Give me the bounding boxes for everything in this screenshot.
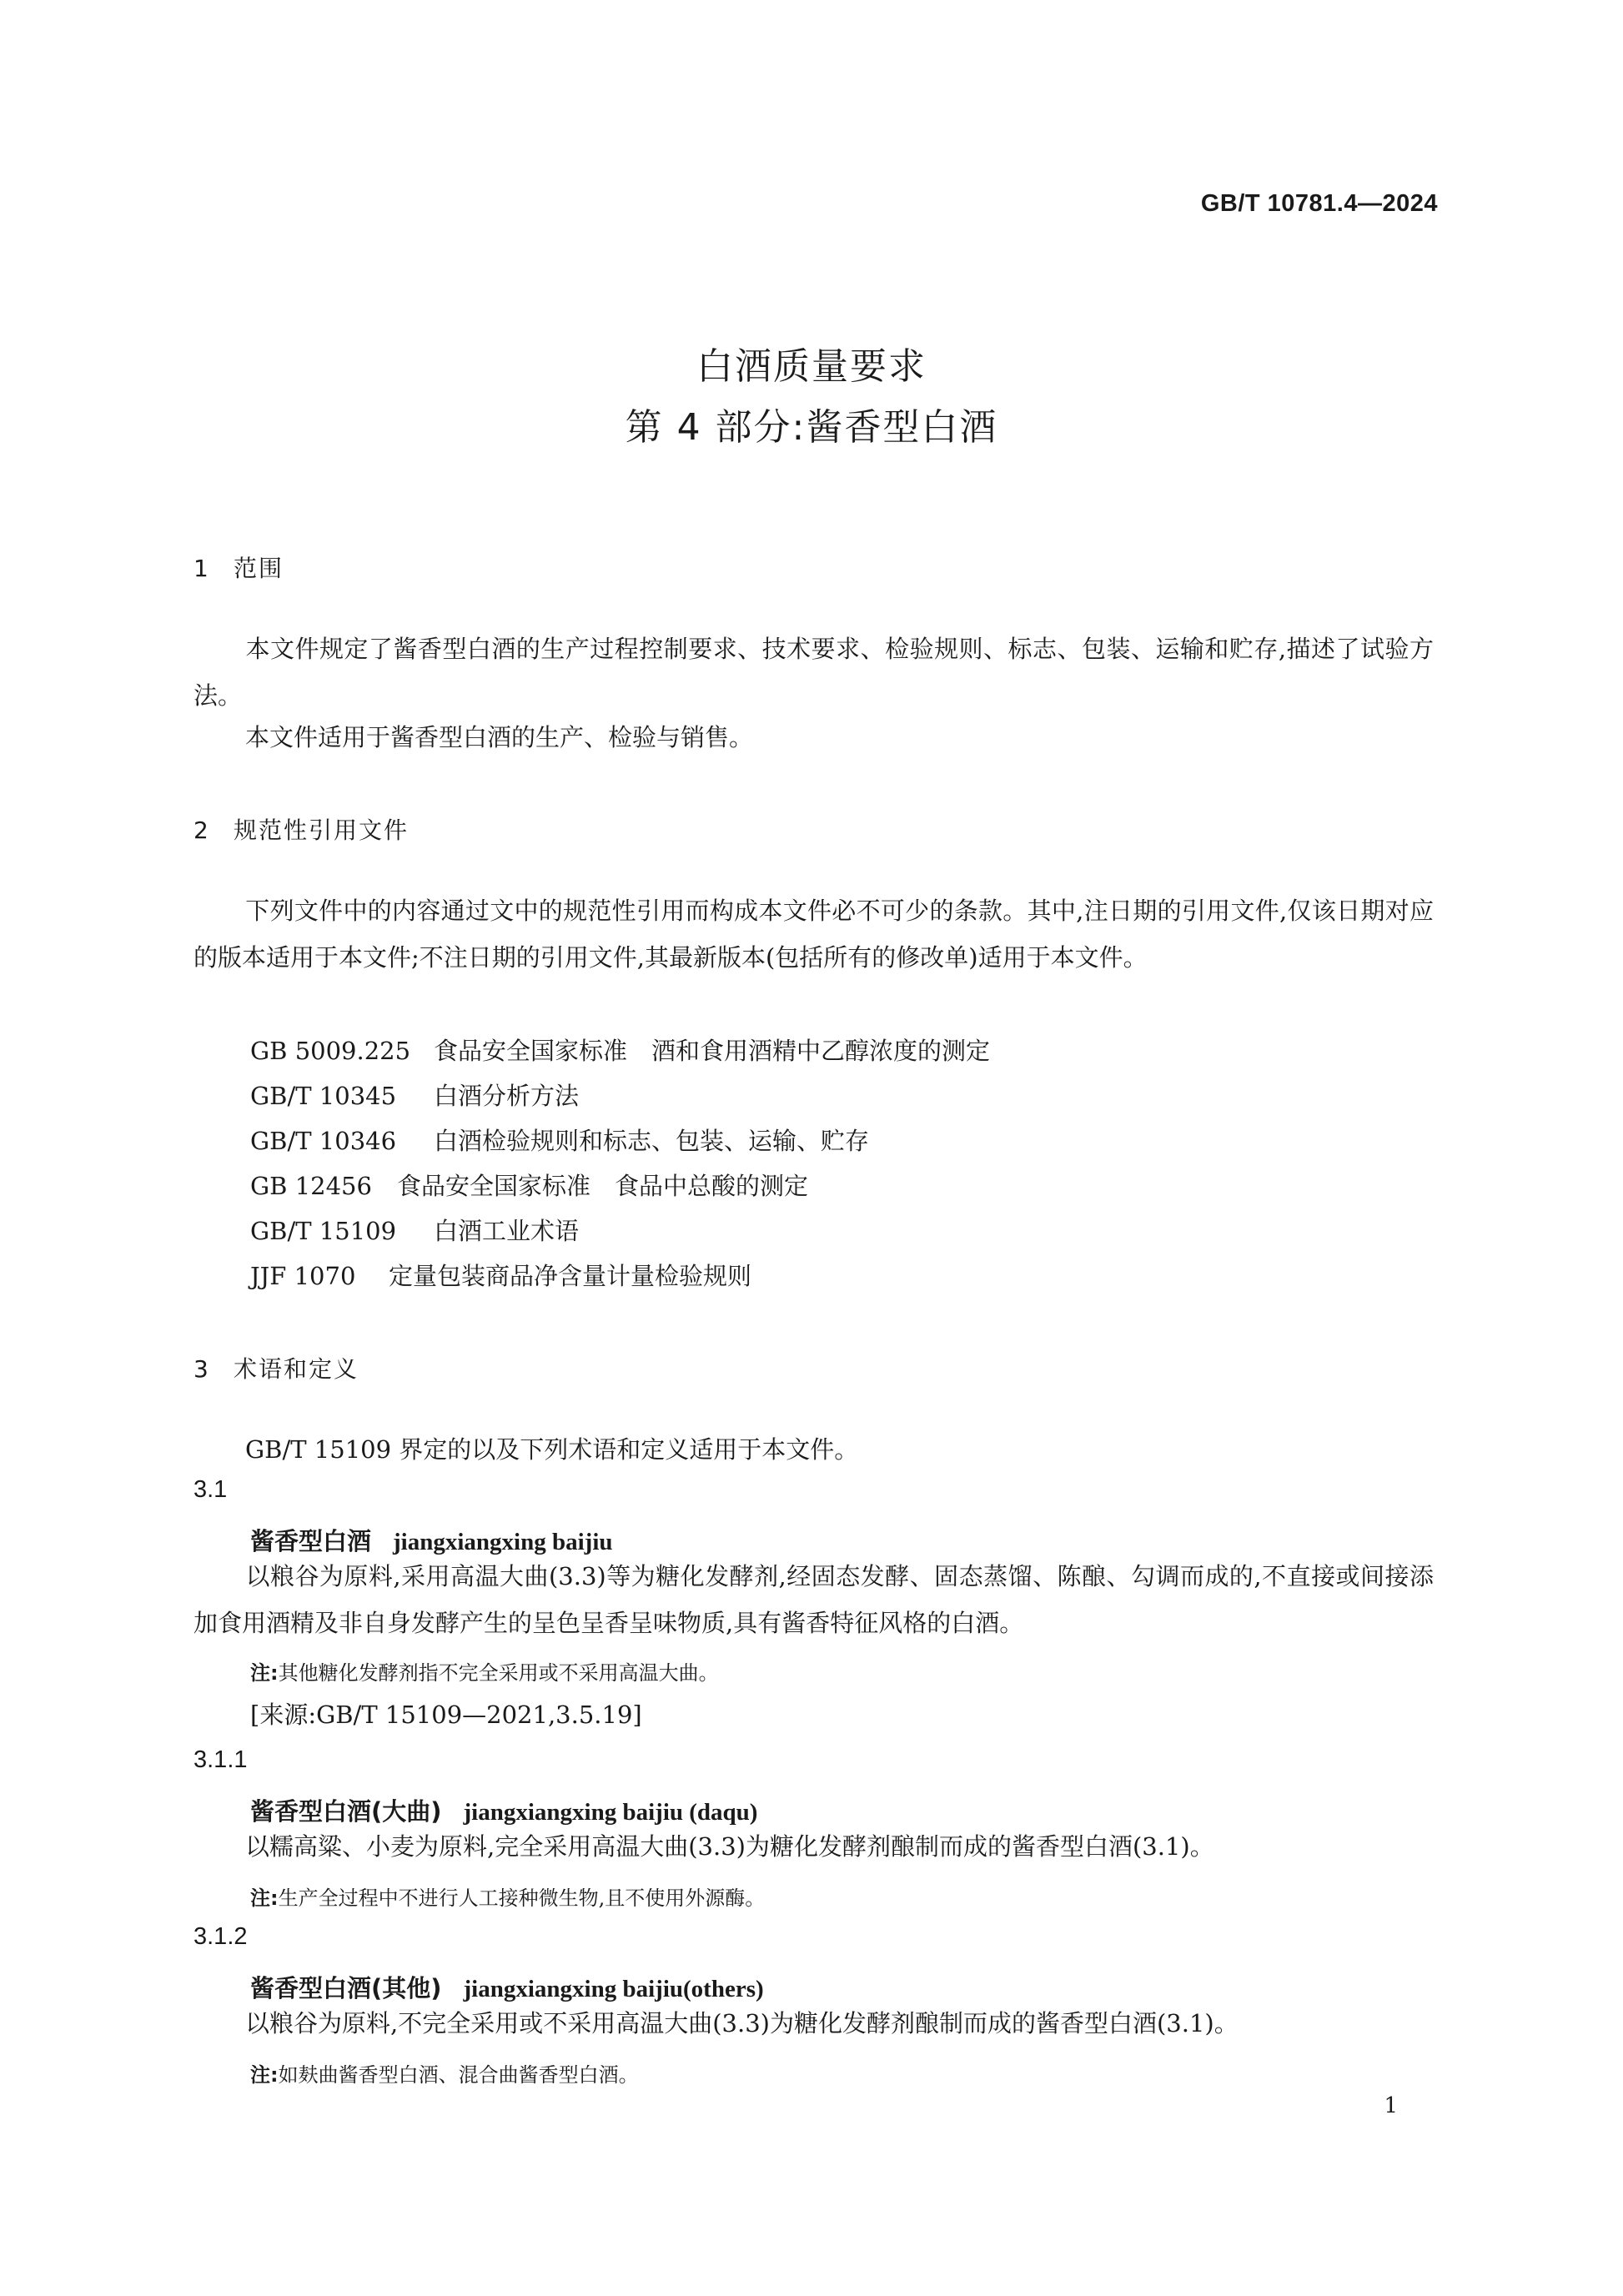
reference-item bbox=[250, 1213, 579, 1247]
section-title: 规范性引用文件 bbox=[234, 816, 410, 844]
reference-code: GB/T 10346 bbox=[250, 1127, 397, 1155]
term-number: 3.1.1 bbox=[193, 1746, 248, 1773]
reference-code: GB/T 10345 bbox=[250, 1082, 397, 1110]
term-name bbox=[250, 1523, 613, 1557]
term-name-zh: 酱香型白酒(其他) bbox=[250, 1974, 442, 2002]
note-text: 如麸曲酱香型白酒、混合曲酱香型白酒。 bbox=[278, 2063, 639, 2087]
term-name-zh: 酱香型白酒(大曲) bbox=[250, 1797, 442, 1826]
paragraph: 下列文件中的内容通过文中的规范性引用而构成本文件必不可少的条款。其中,注日期的引用文件,仅该日期对应的版本适用于本文件;不注日期的引用文件,其最新版本(包括所有的修改单)适用于本文件。 bbox=[193, 897, 1434, 972]
section-title: 范围 bbox=[234, 555, 284, 582]
note-label: 注: bbox=[250, 1887, 279, 1910]
section-heading-scope bbox=[193, 550, 284, 584]
reference-item bbox=[250, 1123, 869, 1157]
section-number: 1 bbox=[193, 555, 209, 582]
page-number: 1 bbox=[1384, 2093, 1398, 2118]
paragraph: 本文件规定了酱香型白酒的生产过程控制要求、技术要求、检验规则、标志、包装、运输和贮存,描述了试验方法。 bbox=[193, 635, 1434, 710]
reference-item bbox=[250, 1168, 808, 1202]
note-text: 生产全过程中不进行人工接种微生物,且不使用外源酶。 bbox=[278, 1887, 766, 1910]
section-number: 3 bbox=[193, 1355, 209, 1383]
reference-item bbox=[250, 1032, 990, 1067]
reference-title: 食品安全国家标准 酒和食用酒精中乙醇浓度的测定 bbox=[434, 1037, 991, 1065]
term-definition: 以粮谷为原料,采用高温大曲(3.3)等为糖化发酵剂,经固态发酵、固态蒸馏、陈酿、勾调而成的,不直接或间接添加食用酒精及非自身发酵产生的呈色呈香呈味物质,具有酱香特征风格的白酒。 bbox=[193, 1562, 1434, 1637]
term-name bbox=[250, 1793, 757, 1827]
reference-code: GB 5009.225 bbox=[250, 1037, 411, 1065]
term-name-en: jiangxiangxing baijiu bbox=[393, 1529, 613, 1555]
document-title: 白酒质量要求 bbox=[696, 345, 927, 388]
term-name-en: jiangxiangxing baijiu (daqu) bbox=[463, 1799, 758, 1826]
reference-code: GB 12456 bbox=[250, 1172, 372, 1200]
term-definition: 以糯高粱、小麦为原料,完全采用高温大曲(3.3)为糖化发酵剂酿制而成的酱香型白酒(3.1)。 bbox=[245, 1832, 1214, 1861]
paragraph: GB/T 15109 界定的以及下列术语和定义适用于本文件。 bbox=[245, 1435, 859, 1464]
paragraph: 本文件适用于酱香型白酒的生产、检验与销售。 bbox=[245, 723, 754, 751]
document-subtitle: 第 4 部分:酱香型白酒 bbox=[625, 406, 998, 449]
term-note bbox=[250, 2058, 639, 2088]
term-definition: 以粮谷为原料,不完全采用或不采用高温大曲(3.3)为糖化发酵剂酿制而成的酱香型白酒(3.1)。 bbox=[245, 2009, 1239, 2037]
section-heading-terms-and-definitions bbox=[193, 1351, 359, 1384]
reference-code: JJF 1070 bbox=[250, 1262, 356, 1290]
standard-code: GB/T 10781.4—2024 bbox=[1200, 190, 1438, 217]
term-name-zh: 酱香型白酒 bbox=[250, 1527, 372, 1555]
reference-item bbox=[250, 1258, 751, 1292]
reference-title: 白酒工业术语 bbox=[434, 1217, 580, 1245]
reference-code: GB/T 15109 bbox=[250, 1217, 397, 1245]
note-label: 注: bbox=[250, 1661, 279, 1685]
section-heading-normative-references bbox=[193, 812, 409, 846]
term-name bbox=[250, 1970, 764, 2004]
term-name-en: jiangxiangxing baijiu(others) bbox=[463, 1976, 764, 2002]
reference-title: 食品安全国家标准 食品中总酸的测定 bbox=[397, 1172, 809, 1200]
note-label: 注: bbox=[250, 2063, 279, 2087]
reference-item bbox=[250, 1078, 579, 1112]
section-number: 2 bbox=[193, 816, 209, 844]
term-number: 3.1 bbox=[193, 1476, 228, 1503]
term-note bbox=[250, 1882, 765, 1911]
term-number: 3.1.2 bbox=[193, 1923, 248, 1950]
reference-title: 定量包装商品净含量计量检验规则 bbox=[389, 1262, 752, 1290]
term-note bbox=[250, 1656, 719, 1686]
note-text: 其他糖化发酵剂指不完全采用或不采用高温大曲。 bbox=[278, 1661, 719, 1685]
term-source: [来源:GB/T 15109—2021,3.5.19] bbox=[250, 1701, 642, 1729]
section-title: 术语和定义 bbox=[234, 1355, 359, 1383]
reference-title: 白酒分析方法 bbox=[434, 1082, 580, 1110]
reference-title: 白酒检验规则和标志、包装、运输、贮存 bbox=[434, 1127, 870, 1155]
